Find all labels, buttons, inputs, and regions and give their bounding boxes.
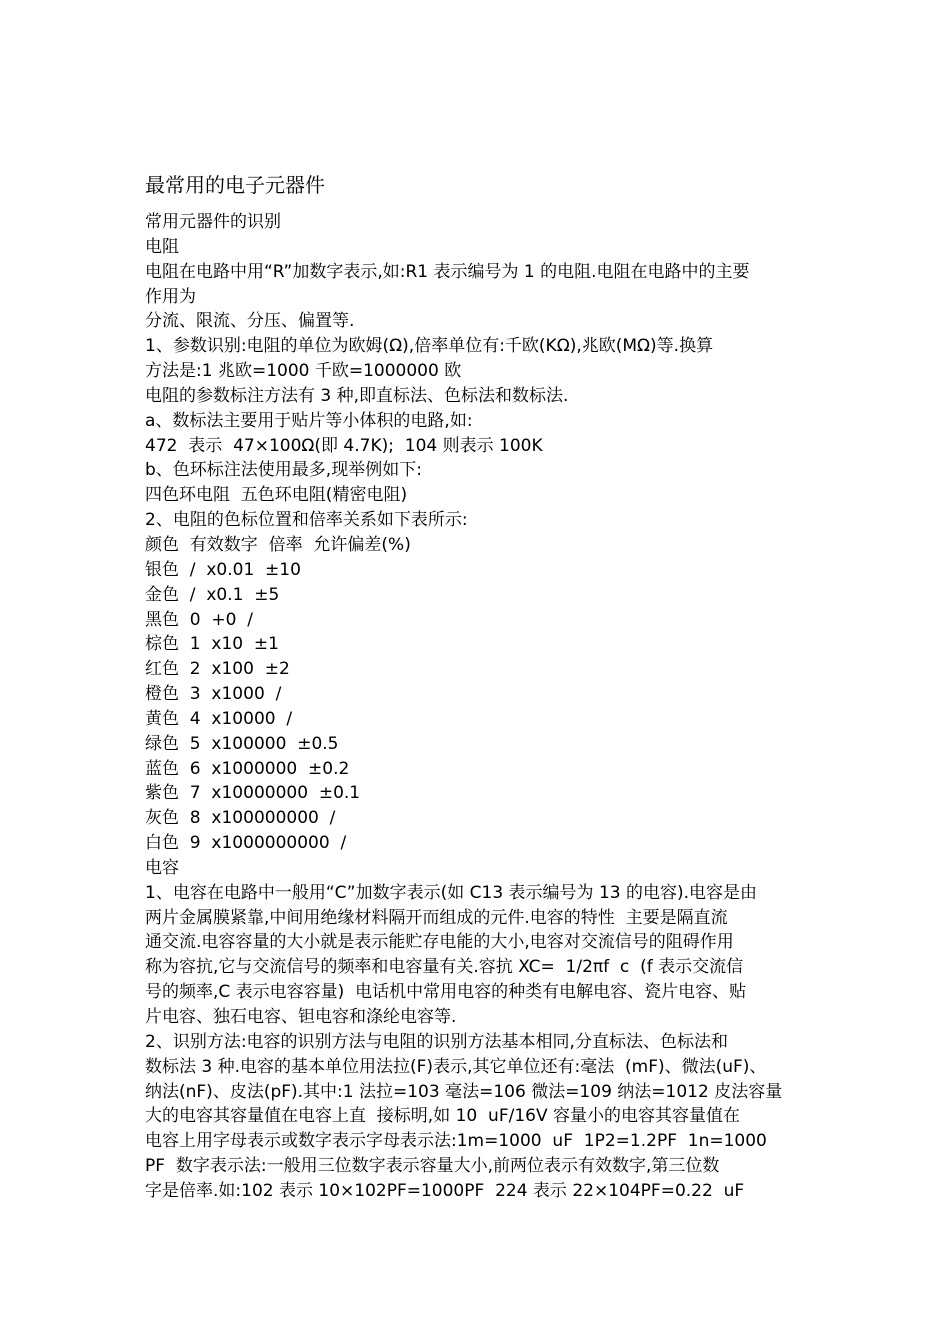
color-table-header: 颜色 有效数字 倍率 允许偏差(%) — [145, 534, 411, 555]
color-table-row: 金色 / x0.1 ±5 — [145, 584, 280, 605]
text-line: a、数标法主要用于贴片等小体积的电路,如: — [145, 410, 473, 431]
color-table-row: 黄色 4 x10000 / — [145, 708, 293, 729]
text-line: 电容上用字母表示或数字表示字母表示法:1m=1000 uF 1P2=1.2PF 1n=1000 — [145, 1131, 767, 1152]
document-title: 最常用的电子元器件 — [145, 173, 325, 197]
text-line: 2、电阻的色标位置和倍率关系如下表所示: — [145, 510, 468, 531]
text-line: 1、参数识别:电阻的单位为欧姆(Ω),倍率单位有:千欧(KΩ),兆欧(MΩ)等.换算 — [145, 336, 714, 357]
text-line: 1、电容在电路中一般用“C”加数字表示(如 C13 表示编号为 13 的电容).电容是由 — [145, 882, 758, 903]
color-table-row: 橙色 3 x1000 / — [145, 684, 282, 705]
text-line: 大的电容其容量值在电容上直 接标明,如 10 uF/16V 容量小的电容其容量值在 — [145, 1106, 740, 1127]
text-line: 作用为 — [145, 286, 196, 307]
text-line: 472 表示 47×100Ω(即 4.7K); 104 则表示 100K — [145, 435, 543, 456]
text-line: 通交流.电容容量的大小就是表示能贮存电能的大小,电容对交流信号的阻碍作用 — [145, 932, 734, 953]
text-line: PF 数字表示法:一般用三位数字表示容量大小,前两位表示有效数字,第三位数 — [145, 1156, 720, 1177]
color-table-row: 黑色 0 +0 / — [145, 609, 254, 630]
text-line: 字是倍率.如:102 表示 10×102PF=1000PF 224 表示 22×104PF=0.22 uF — [145, 1180, 745, 1201]
text-line: 称为容抗,它与交流信号的频率和电容量有关.容抗 XC= 1/2πf c (f 表示交流信 — [145, 957, 744, 978]
color-table-row: 银色 / x0.01 ±10 — [145, 559, 301, 580]
color-table-row: 白色 9 x1000000000 / — [145, 833, 347, 854]
text-line: 两片金属膜紧靠,中间用绝缘材料隔开而组成的元件.电容的特性 主要是隔直流 — [145, 907, 728, 928]
section-heading: 电容 — [145, 857, 179, 878]
text-line: 纳法(nF)、皮法(pF).其中:1 法拉=103 毫法=106 微法=109 纳法=1012 皮法容量 — [145, 1081, 783, 1102]
text-line: 方法是:1 兆欧=1000 千欧=1000000 欧 — [145, 361, 462, 382]
text-line: 电阻的参数标注方法有 3 种,即直标法、色标法和数标法. — [145, 385, 569, 406]
text-line: 分流、限流、分压、偏置等. — [145, 311, 355, 332]
color-table-row: 灰色 8 x100000000 / — [145, 808, 336, 829]
text-line: 常用元器件的识别 — [145, 212, 281, 232]
text-line: 片电容、独石电容、钽电容和涤纶电容等. — [145, 1007, 457, 1027]
color-table-row: 绿色 5 x100000 ±0.5 — [145, 733, 339, 754]
color-table-row: 紫色 7 x10000000 ±0.1 — [145, 783, 361, 804]
document-body — [145, 210, 813, 1204]
color-table-row: 红色 2 x100 ±2 — [145, 659, 290, 680]
text-line: 数标法 3 种.电容的基本单位用法拉(F)表示,其它单位还有:毫法 (mF)、微法(uF)、 — [145, 1056, 767, 1077]
text-line: 2、识别方法:电容的识别方法与电阻的识别方法基本相同,分直标法、色标法和 — [145, 1031, 728, 1052]
color-table-row: 棕色 1 x10 ±1 — [145, 634, 279, 655]
text-line: 电阻 — [145, 236, 179, 257]
text-line: 电阻在电路中用“R”加数字表示,如:R1 表示编号为 1 的电阻.电阻在电路中的主要 — [145, 261, 750, 282]
text-line: 号的频率,C 表示电容容量) 电话机中常用电容的种类有电解电容、瓷片电容、贴 — [145, 982, 747, 1003]
color-table-row: 蓝色 6 x1000000 ±0.2 — [145, 758, 350, 779]
text-line: b、色环标注法使用最多,现举例如下: — [145, 460, 422, 481]
text-line: 四色环电阻 五色环电阻(精密电阻) — [145, 485, 408, 506]
